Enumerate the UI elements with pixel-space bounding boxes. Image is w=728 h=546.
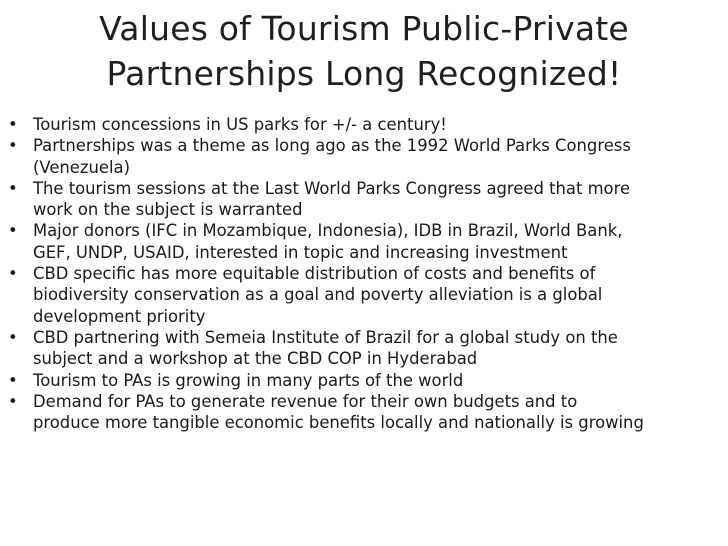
bullet-text-line: Partnerships was a theme as long ago as the 1992 World Parks Congress [33,136,631,156]
bullet-item [8,327,724,370]
bullet-text-line: produce more tangible economic benefits locally and nationally is growing [33,413,644,433]
bullet-text-line: CBD partnering with Semeia Institute of Brazil for a global study on the [33,327,618,347]
bullet-text-line: Tourism concessions in US parks for +/- a century! [33,115,447,134]
bullet-icon: • [8,370,18,390]
bullet-item [8,370,724,391]
bullet-text-line: work on the subject is warranted [33,200,303,220]
bullet-icon: • [8,136,18,156]
bullet-text-line: Major donors (IFC in Mozambique, Indonesia), IDB in Brazil, World Bank, [33,221,623,241]
slide-title-line: Partnerships Long Recognized! [106,54,622,93]
bullet-text-line: (Venezuela) [33,157,130,177]
bullet-text-line: Tourism to PAs is growing in many parts of the world [33,370,464,390]
bullet-text-line: biodiversity conservation as a goal and poverty alleviation is a global [33,285,603,305]
slide-title [40,6,688,96]
bullet-icon: • [8,327,18,347]
bullet-icon: • [8,264,18,284]
bullet-text-line: CBD specific has more equitable distribution of costs and benefits of [33,264,596,284]
bullet-icon: • [8,178,18,198]
bullet-item [8,263,724,327]
bullet-item [8,391,724,434]
bullet-item [8,178,724,221]
bullet-text-line: Demand for PAs to generate revenue for their own budgets and to [33,391,578,411]
bullet-item [8,135,724,178]
bullet-text-line: The tourism sessions at the Last World Parks Congress agreed that more [33,178,631,198]
slide-title-line: Values of Tourism Public-Private [99,9,629,48]
bullet-icon: • [8,391,18,411]
bullet-text-line: development priority [33,306,206,326]
bullet-icon: • [8,115,18,134]
bullet-text-line: subject and a workshop at the CBD COP in Hyderabad [33,349,478,369]
bullet-icon: • [8,221,18,241]
bullet-list [8,114,724,433]
bullet-item [8,114,724,135]
bullet-text-line: GEF, UNDP, USAID, interested in topic and increasing investment [33,242,568,262]
bullet-item [8,220,724,263]
